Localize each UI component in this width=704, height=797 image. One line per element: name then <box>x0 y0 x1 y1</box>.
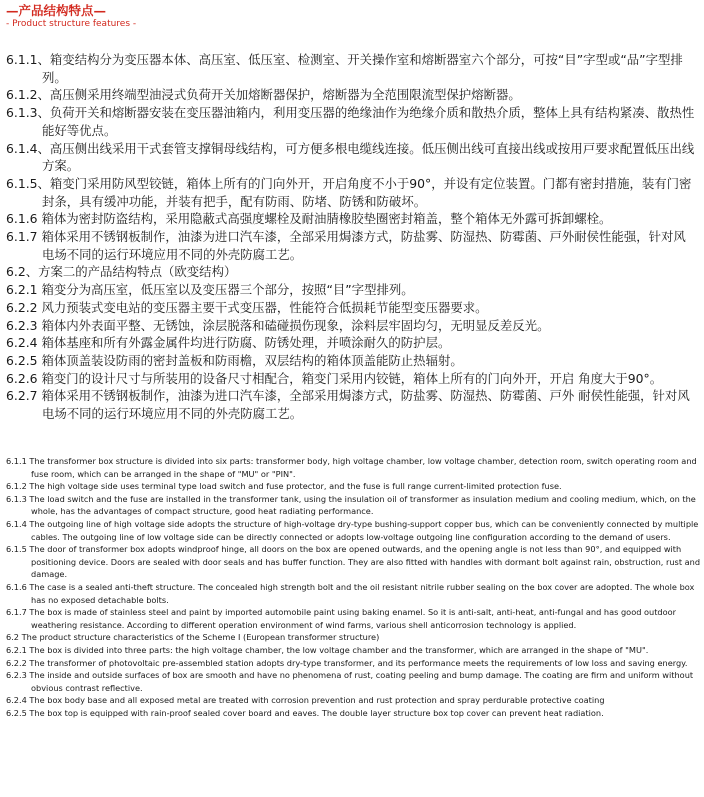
list-item-cn: 6.2.5 箱体顶盖装设防雨的密封盖板和防雨檐，双层结构的箱体顶盖能防止热辐射。 <box>6 352 463 368</box>
list-item-cn: 6.2.2 风力预装式变电站的变压器主要干式变压器，性能符合低损耗节能型变压器要求。 <box>6 299 488 315</box>
list-item-cn: 6.2.6 箱变门的设计尺寸与所装用的设备尺寸相配合，箱变门采用内铰链，箱体上所有的门向外开，开启 角度大于90°。 <box>6 370 663 386</box>
list-item-en: 6.2.2 The transformer of photovoltaic pre-assembled station adopts dry-type transformer, and its performance meets the requirements of low loss and saving energy. <box>6 657 688 668</box>
list-item-cn: 6.2.1 箱变分为高压室，低压室以及变压器三个部分，按照“目”字型排列。 <box>6 282 414 298</box>
list-item-cn: 6.2、方案二的产品结构特点（欧变结构） <box>6 264 237 280</box>
list-item-cn: 6.1.5、箱变门采用防风型铰链，箱体上所有的门向外开，开启角度不小于90°，并设有定位装置。门都有密封措施，装有门密封条，具有缓冲功能，并装有把手，配有防雨、防堵、防锈和防破坏。 <box>6 175 692 209</box>
list-item-en: 6.1.4 The outgoing line of high voltage side adopts the structure of high-voltage dry-type bushing-support copper bus, which can be conveniently connected by multiple cables. The outgoing line of low voltage side can be directly connected or adopts low-voltage outgoing line configuration according to the demand of users. <box>6 518 699 542</box>
list-item-en: 6.2.3 The inside and outside surfaces of box are smooth and have no phenomena of rust, coating peeling and bump damage. The coating are firm and uniform without obvious contrast reflective. <box>6 670 694 693</box>
list-item-cn: 6.1.6 箱体为密封防盗结构，采用隐蔽式高强度螺栓及耐油腈橡胶垫圈密封箱盖，整个箱体无外露可拆卸螺栓。 <box>6 211 612 227</box>
list-item-cn: 6.2.4 箱体基座和所有外露金属件均进行防腐、防锈处理，并喷涂耐久的防护层。 <box>6 335 451 351</box>
list-item-en: 6.2.4 The box body base and all exposed metal are treated with corrosion prevention and rust protection and spray perdurable protective coating <box>6 695 605 706</box>
section-title-cn: —产品结构特点— <box>6 3 107 18</box>
list-item-cn: 6.2.3 箱体内外表面平整、无锈蚀，涂层脱落和磕碰损伤现象，涂料层牢固均匀，无明显反差反光。 <box>6 317 550 333</box>
list-item-en: 6.1.3 The load switch and the fuse are installed in the transformer tank, using the insulation oil of transformer as insulation medium and cooling medium, which, on the whole, has the advantages of compact structure, good heat radiating performance. <box>6 493 696 517</box>
chinese-feature-list <box>6 51 696 423</box>
list-item-cn: 6.1.3、负荷开关和熔断器安装在变压器油箱内，利用变压器的绝缘油作为绝缘介质和散热介质，整体上具有结构紧凑、散热性能好等优点。 <box>6 105 695 138</box>
list-item-cn: 6.1.1、箱变结构分为变压器本体、高压室、低压室、检测室、开关操作室和熔断器室六个部分，可按“目”字型或“品”字型排列。 <box>6 52 683 85</box>
list-item-en: 6.2.1 The box is divided into three parts: the high voltage chamber, the low voltage chamber and the transformer, which are arranged in the shape of "MU". <box>6 644 649 655</box>
list-item-cn: 6.2.7 箱体采用不锈钢板制作，油漆为进口汽车漆，全部采用焗漆方式，防盐雾、防湿热、防霉菌、戸外 耐侯性能强，针对风电场不同的运行环境应用不同的外壳防腐工艺。 <box>6 388 690 422</box>
list-item-en: 6.1.6 The case is a sealed anti-theft structure. The concealed high strength bolt and the oil resistant nitrile rubber sealing on the box cover are adopted. The whole box has no exposed detachable bolts. <box>6 581 695 605</box>
list-item-cn: 6.1.4、高压侧出线采用干式套管支撑铜母线结构，可方便多根电缆线连接。低压侧出线可直接出线或按用戸要求配置低压出线方案。 <box>6 140 695 174</box>
list-item-en: 6.2.5 The box top is equipped with rain-proof sealed cover board and eaves. The double layer structure box top cover can prevent heat radiation. <box>6 707 604 718</box>
list-item-en: 6.1.7 The box is made of stainless steel and paint by imported automobile paint using baking enamel. So it is anti-salt, anti-heat, anti-fungal and has good outdoor weathering resistance. According to different operation environment of wind farms, various shell anticorrosion technology is applied. <box>6 607 676 630</box>
section-header <box>6 3 136 30</box>
list-item-en: 6.1.2 The high voltage side uses terminal type load switch and fuse protector, and the fuse is full range current-limited protection fuse. <box>6 481 562 492</box>
english-feature-list <box>6 455 702 719</box>
list-item-cn: 6.1.2、高压侧采用终端型油浸式负荷开关加熔断器保护，熔断器为全范围限流型保护熔断器。 <box>6 87 521 103</box>
list-item-en: 6.1.5 The door of transformer box adopts windproof hinge, all doors on the box are opened outwards, and the opening angle is not less than 90°, and equipped with positioning device. Doors are sealed with door seals and has buffer function. They are also fitted with handles with dormant bolt against rain, obstruction, rust and damage. <box>6 544 701 580</box>
list-item-en: 6.1.1 The transformer box structure is divided into six parts: transformer body, high voltage chamber, low voltage chamber, detection room, switch operating room and fuse room, which can be arranged in the shape of "MU" or "PIN". <box>6 456 697 479</box>
list-item-cn: 6.1.7 箱体采用不锈钢板制作，油漆为进口汽车漆，全部采用焗漆方式，防盐雾、防湿热、防霉菌、戸外耐侯性能强，针对风电场不同的运行环境应用不同的外壳防腐工艺。 <box>6 229 686 262</box>
list-item-en: 6.2 The product structure characteristics of the Scheme I (European transformer structure) <box>6 632 380 643</box>
section-title-en: - Product structure features - <box>6 19 137 29</box>
